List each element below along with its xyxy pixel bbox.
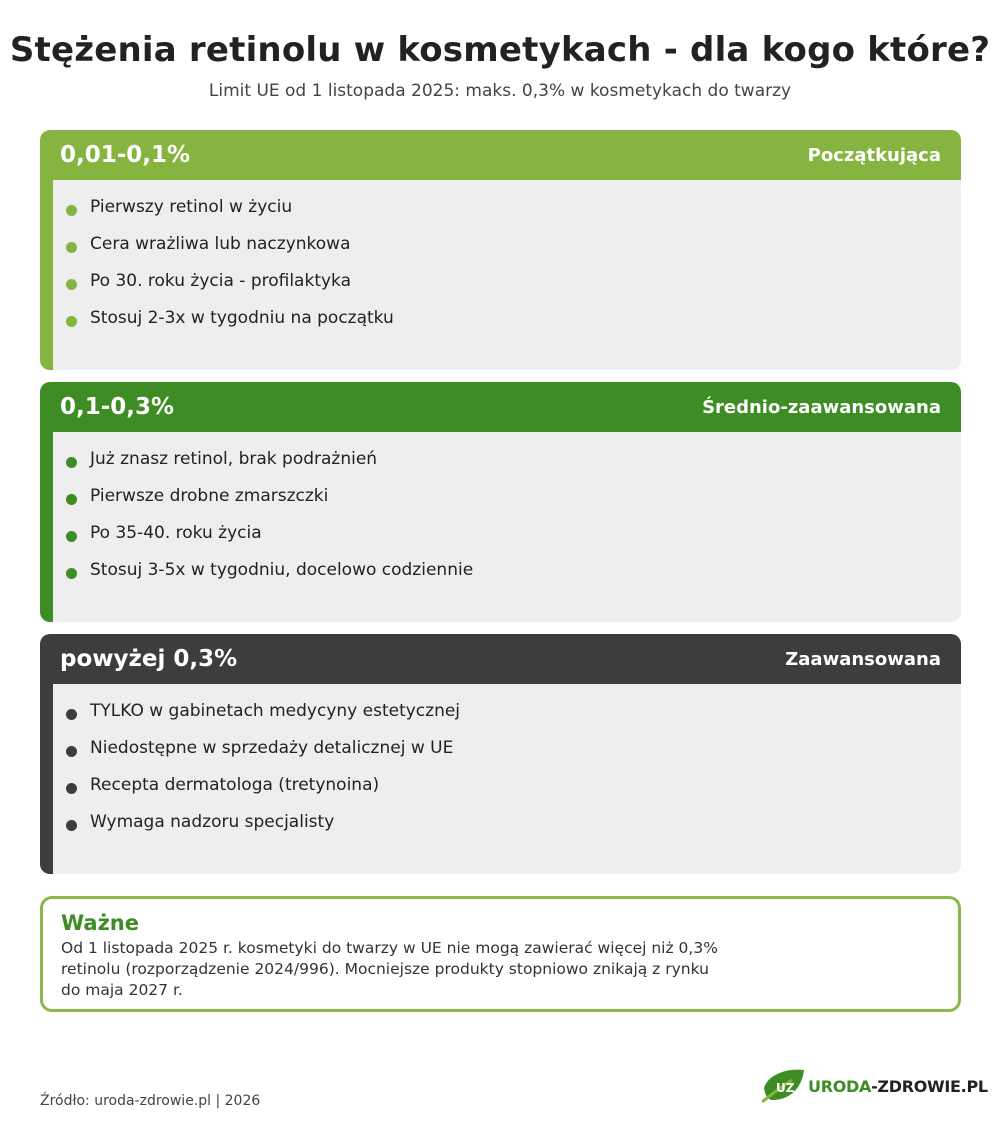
bullet-icon (66, 205, 77, 216)
card-level: Początkująca (807, 144, 941, 166)
list-item: Recepta dermatologa (tretynoina) (53, 775, 961, 812)
list-item: Stosuj 3-5x w tygodniu, docelowo codziennie (53, 560, 961, 597)
card-beginner (40, 130, 961, 370)
leaf-icon (762, 1068, 806, 1104)
card-range: powyżej 0,3% (60, 646, 238, 672)
source-caption: Źródło: uroda-zdrowie.pl | 2026 (40, 1093, 261, 1109)
bullet-icon (66, 242, 77, 253)
card-range: 0,01-0,1% (60, 142, 191, 168)
card-body (40, 432, 961, 622)
card-intermediate (40, 382, 961, 622)
page-title: Stężenia retinolu w kosmetykach - dla kogo które? (9, 30, 991, 70)
bullet-icon (66, 494, 77, 505)
card-body (40, 684, 961, 874)
list-item: Po 30. roku życia - profilaktyka (53, 271, 961, 308)
bullet-icon (66, 820, 77, 831)
note-text: Od 1 listopada 2025 r. kosmetyki do twarzy w UE nie mogą zawierać więcej niż 0,3% retinolu (rozporządzenie 2024/996). Mocniejsze produkty stopniowo znikają z rynku do maja 2027 r. (61, 939, 718, 999)
card-header (40, 130, 961, 180)
page-subtitle: Limit UE od 1 listopada 2025: maks. 0,3% w kosmetykach do twarzy (208, 81, 792, 101)
list-item: Cera wrażliwa lub naczynkowa (53, 234, 961, 271)
card-header (40, 634, 961, 684)
bullet-icon (66, 531, 77, 542)
site-logo (762, 1068, 988, 1104)
logo-mark-text: UZ (776, 1081, 795, 1095)
bullet-icon (66, 746, 77, 757)
note-title: Ważne (61, 911, 140, 935)
card-range: 0,1-0,3% (60, 394, 175, 420)
logo-text: URODA-ZDROWIE.PL (808, 1076, 988, 1096)
card-body (40, 180, 961, 370)
card-level: Średnio-zaawansowana (702, 396, 941, 418)
bullet-icon (66, 316, 77, 327)
bullet-icon (66, 568, 77, 579)
bullet-icon (66, 709, 77, 720)
card-advanced (40, 634, 961, 874)
list-item: Wymaga nadzoru specjalisty (53, 812, 961, 849)
list-item: Już znasz retinol, brak podrażnień (53, 449, 961, 486)
card-level: Zaawansowana (785, 648, 941, 670)
list-item: Niedostępne w sprzedaży detalicznej w UE (53, 738, 961, 775)
bullet-icon (66, 783, 77, 794)
bullet-icon (66, 457, 77, 468)
list-item: TYLKO w gabinetach medycyny estetycznej (53, 701, 961, 738)
list-item: Stosuj 2-3x w tygodniu na początku (53, 308, 961, 345)
list-item: Pierwszy retinol w życiu (53, 197, 961, 234)
list-item: Po 35-40. roku życia (53, 523, 961, 560)
list-item: Pierwsze drobne zmarszczki (53, 486, 961, 523)
card-header (40, 382, 961, 432)
bullet-icon (66, 279, 77, 290)
important-note (40, 896, 961, 1012)
